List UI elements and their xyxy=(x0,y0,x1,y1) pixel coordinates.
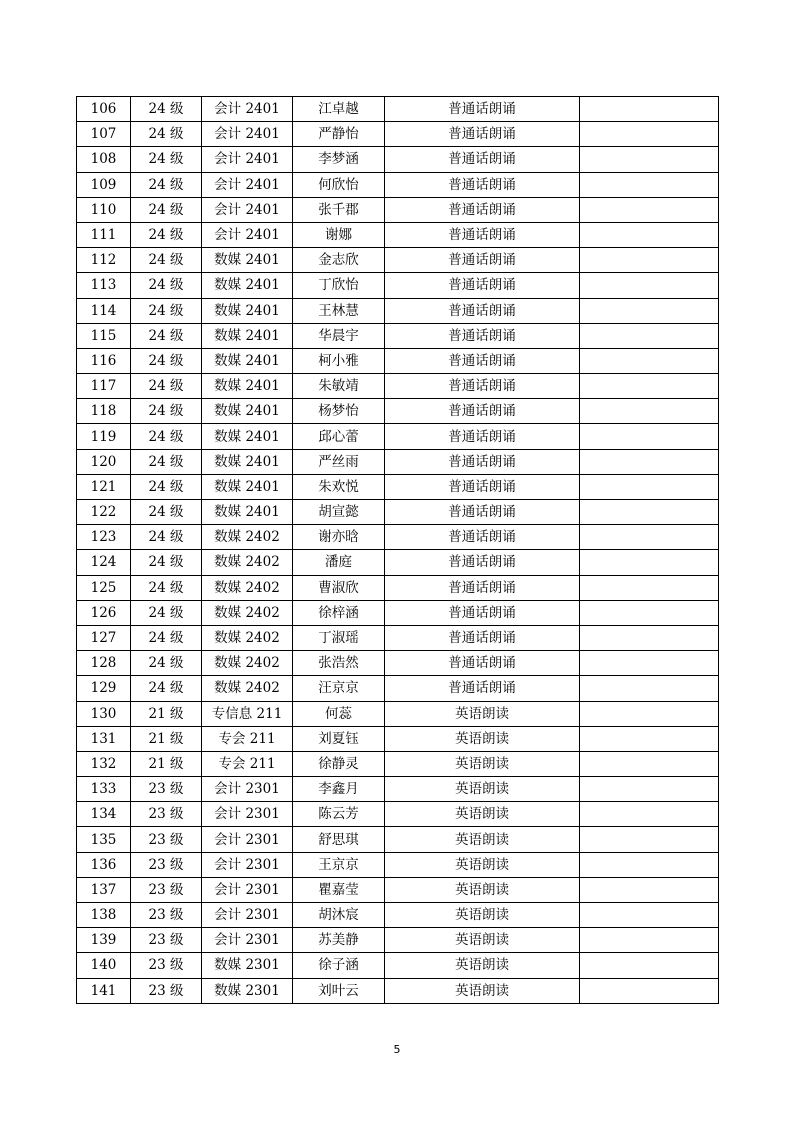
student-name-cell: 丁欣怡 xyxy=(293,273,385,298)
project-cell: 英语朗读 xyxy=(385,777,580,802)
table-row xyxy=(77,424,719,449)
table-row xyxy=(77,600,719,625)
class-cell: 数媒 2401 xyxy=(202,374,293,399)
project-cell: 普通话朗诵 xyxy=(385,122,580,147)
class-cell: 会计 2301 xyxy=(202,877,293,902)
project-cell: 英语朗读 xyxy=(385,701,580,726)
project-cell: 英语朗读 xyxy=(385,726,580,751)
project-cell: 普通话朗诵 xyxy=(385,147,580,172)
row-number-cell: 106 xyxy=(77,97,131,122)
table-row xyxy=(77,903,719,928)
project-cell: 普通话朗诵 xyxy=(385,575,580,600)
grade-cell: 21 级 xyxy=(131,751,202,776)
student-name-cell: 邱心蕾 xyxy=(293,424,385,449)
class-cell: 会计 2401 xyxy=(202,197,293,222)
class-cell: 数媒 2402 xyxy=(202,676,293,701)
remark-cell xyxy=(580,273,719,298)
project-cell: 普通话朗诵 xyxy=(385,348,580,373)
project-cell: 普通话朗诵 xyxy=(385,97,580,122)
row-number-cell: 128 xyxy=(77,651,131,676)
table-row xyxy=(77,827,719,852)
class-cell: 数媒 2401 xyxy=(202,348,293,373)
remark-cell xyxy=(580,399,719,424)
project-cell: 普通话朗诵 xyxy=(385,625,580,650)
row-number-cell: 115 xyxy=(77,323,131,348)
remark-cell xyxy=(580,802,719,827)
grade-cell: 23 级 xyxy=(131,777,202,802)
table-row xyxy=(77,273,719,298)
project-cell: 普通话朗诵 xyxy=(385,374,580,399)
table-row xyxy=(77,676,719,701)
remark-cell xyxy=(580,222,719,247)
student-name-cell: 柯小雅 xyxy=(293,348,385,373)
row-number-cell: 118 xyxy=(77,399,131,424)
remark-cell xyxy=(580,348,719,373)
row-number-cell: 110 xyxy=(77,197,131,222)
class-cell: 数媒 2401 xyxy=(202,399,293,424)
grade-cell: 24 级 xyxy=(131,374,202,399)
remark-cell xyxy=(580,625,719,650)
remark-cell xyxy=(580,726,719,751)
grade-cell: 24 级 xyxy=(131,525,202,550)
grade-cell: 23 级 xyxy=(131,978,202,1003)
grade-cell: 24 级 xyxy=(131,399,202,424)
remark-cell xyxy=(580,474,719,499)
row-number-cell: 125 xyxy=(77,575,131,600)
student-name-cell: 刘夏钰 xyxy=(293,726,385,751)
row-number-cell: 123 xyxy=(77,525,131,550)
project-cell: 普通话朗诵 xyxy=(385,525,580,550)
grade-cell: 23 级 xyxy=(131,877,202,902)
grade-cell: 24 级 xyxy=(131,600,202,625)
row-number-cell: 139 xyxy=(77,928,131,953)
remark-cell xyxy=(580,449,719,474)
remark-cell xyxy=(580,651,719,676)
row-number-cell: 138 xyxy=(77,903,131,928)
grade-cell: 24 级 xyxy=(131,273,202,298)
remark-cell xyxy=(580,298,719,323)
table-row xyxy=(77,978,719,1003)
class-cell: 数媒 2401 xyxy=(202,500,293,525)
remark-cell xyxy=(580,97,719,122)
class-cell: 会计 2401 xyxy=(202,147,293,172)
class-cell: 会计 2301 xyxy=(202,777,293,802)
remark-cell xyxy=(580,751,719,776)
row-number-cell: 107 xyxy=(77,122,131,147)
class-cell: 会计 2301 xyxy=(202,802,293,827)
remark-cell xyxy=(580,978,719,1003)
grade-cell: 24 级 xyxy=(131,323,202,348)
table-row xyxy=(77,802,719,827)
class-cell: 会计 2401 xyxy=(202,222,293,247)
row-number-cell: 122 xyxy=(77,500,131,525)
class-cell: 数媒 2401 xyxy=(202,273,293,298)
project-cell: 普通话朗诵 xyxy=(385,248,580,273)
table-row xyxy=(77,928,719,953)
row-number-cell: 112 xyxy=(77,248,131,273)
grade-cell: 24 级 xyxy=(131,222,202,247)
table-row xyxy=(77,248,719,273)
student-name-cell: 陈云芳 xyxy=(293,802,385,827)
student-name-cell: 徐子涵 xyxy=(293,953,385,978)
table-row xyxy=(77,323,719,348)
row-number-cell: 135 xyxy=(77,827,131,852)
student-name-cell: 瞿嘉莹 xyxy=(293,877,385,902)
project-cell: 普通话朗诵 xyxy=(385,449,580,474)
student-name-cell: 曹淑欣 xyxy=(293,575,385,600)
table-row xyxy=(77,877,719,902)
class-cell: 数媒 2401 xyxy=(202,323,293,348)
row-number-cell: 140 xyxy=(77,953,131,978)
row-number-cell: 113 xyxy=(77,273,131,298)
student-name-cell: 汪京京 xyxy=(293,676,385,701)
project-cell: 普通话朗诵 xyxy=(385,273,580,298)
table-row xyxy=(77,147,719,172)
project-cell: 英语朗读 xyxy=(385,953,580,978)
row-number-cell: 141 xyxy=(77,978,131,1003)
student-name-cell: 舒思琪 xyxy=(293,827,385,852)
row-number-cell: 108 xyxy=(77,147,131,172)
table-row xyxy=(77,726,719,751)
grade-cell: 23 级 xyxy=(131,903,202,928)
grade-cell: 24 级 xyxy=(131,550,202,575)
project-cell: 普通话朗诵 xyxy=(385,500,580,525)
project-cell: 英语朗读 xyxy=(385,852,580,877)
class-cell: 数媒 2401 xyxy=(202,449,293,474)
student-name-cell: 何蕊 xyxy=(293,701,385,726)
remark-cell xyxy=(580,676,719,701)
table-row xyxy=(77,122,719,147)
row-number-cell: 117 xyxy=(77,374,131,399)
student-name-cell: 潘庭 xyxy=(293,550,385,575)
participant-table-body xyxy=(77,97,719,1004)
student-name-cell: 严丝雨 xyxy=(293,449,385,474)
class-cell: 数媒 2402 xyxy=(202,625,293,650)
row-number-cell: 130 xyxy=(77,701,131,726)
remark-cell xyxy=(580,827,719,852)
row-number-cell: 126 xyxy=(77,600,131,625)
class-cell: 数媒 2402 xyxy=(202,525,293,550)
row-number-cell: 136 xyxy=(77,852,131,877)
grade-cell: 24 级 xyxy=(131,676,202,701)
remark-cell xyxy=(580,122,719,147)
table-row xyxy=(77,777,719,802)
class-cell: 数媒 2401 xyxy=(202,298,293,323)
project-cell: 英语朗读 xyxy=(385,751,580,776)
class-cell: 数媒 2301 xyxy=(202,953,293,978)
project-cell: 普通话朗诵 xyxy=(385,323,580,348)
project-cell: 英语朗读 xyxy=(385,903,580,928)
grade-cell: 24 级 xyxy=(131,625,202,650)
table-row xyxy=(77,701,719,726)
remark-cell xyxy=(580,903,719,928)
row-number-cell: 129 xyxy=(77,676,131,701)
table-row xyxy=(77,651,719,676)
grade-cell: 24 级 xyxy=(131,248,202,273)
grade-cell: 24 级 xyxy=(131,474,202,499)
grade-cell: 24 级 xyxy=(131,575,202,600)
student-name-cell: 金志欣 xyxy=(293,248,385,273)
student-name-cell: 徐静灵 xyxy=(293,751,385,776)
student-name-cell: 李鑫月 xyxy=(293,777,385,802)
row-number-cell: 109 xyxy=(77,172,131,197)
table-row xyxy=(77,197,719,222)
remark-cell xyxy=(580,575,719,600)
table-row xyxy=(77,953,719,978)
grade-cell: 24 级 xyxy=(131,424,202,449)
grade-cell: 23 级 xyxy=(131,852,202,877)
remark-cell xyxy=(580,500,719,525)
student-name-cell: 朱敏靖 xyxy=(293,374,385,399)
class-cell: 会计 2401 xyxy=(202,172,293,197)
row-number-cell: 137 xyxy=(77,877,131,902)
table-row xyxy=(77,625,719,650)
table-row xyxy=(77,399,719,424)
row-number-cell: 119 xyxy=(77,424,131,449)
class-cell: 数媒 2401 xyxy=(202,474,293,499)
grade-cell: 24 级 xyxy=(131,348,202,373)
remark-cell xyxy=(580,147,719,172)
project-cell: 普通话朗诵 xyxy=(385,676,580,701)
remark-cell xyxy=(580,374,719,399)
student-name-cell: 严静怡 xyxy=(293,122,385,147)
student-name-cell: 谢亦晗 xyxy=(293,525,385,550)
table-row xyxy=(77,751,719,776)
row-number-cell: 114 xyxy=(77,298,131,323)
student-name-cell: 刘叶云 xyxy=(293,978,385,1003)
project-cell: 普通话朗诵 xyxy=(385,222,580,247)
project-cell: 普通话朗诵 xyxy=(385,424,580,449)
grade-cell: 21 级 xyxy=(131,701,202,726)
remark-cell xyxy=(580,424,719,449)
participant-table xyxy=(76,96,719,1004)
student-name-cell: 江卓越 xyxy=(293,97,385,122)
table-row xyxy=(77,172,719,197)
remark-cell xyxy=(580,701,719,726)
grade-cell: 24 级 xyxy=(131,449,202,474)
project-cell: 普通话朗诵 xyxy=(385,172,580,197)
class-cell: 会计 2301 xyxy=(202,827,293,852)
remark-cell xyxy=(580,852,719,877)
project-cell: 英语朗读 xyxy=(385,928,580,953)
remark-cell xyxy=(580,777,719,802)
row-number-cell: 124 xyxy=(77,550,131,575)
grade-cell: 24 级 xyxy=(131,197,202,222)
student-name-cell: 张千郡 xyxy=(293,197,385,222)
student-name-cell: 谢娜 xyxy=(293,222,385,247)
class-cell: 会计 2301 xyxy=(202,903,293,928)
project-cell: 英语朗读 xyxy=(385,802,580,827)
student-name-cell: 杨梦怡 xyxy=(293,399,385,424)
table-row xyxy=(77,222,719,247)
class-cell: 数媒 2402 xyxy=(202,600,293,625)
grade-cell: 21 级 xyxy=(131,726,202,751)
table-row xyxy=(77,852,719,877)
grade-cell: 23 级 xyxy=(131,928,202,953)
project-cell: 普通话朗诵 xyxy=(385,474,580,499)
student-name-cell: 华晨宇 xyxy=(293,323,385,348)
grade-cell: 24 级 xyxy=(131,122,202,147)
grade-cell: 24 级 xyxy=(131,97,202,122)
student-name-cell: 何欣怡 xyxy=(293,172,385,197)
class-cell: 数媒 2301 xyxy=(202,978,293,1003)
remark-cell xyxy=(580,928,719,953)
row-number-cell: 133 xyxy=(77,777,131,802)
grade-cell: 24 级 xyxy=(131,651,202,676)
table-row xyxy=(77,97,719,122)
remark-cell xyxy=(580,248,719,273)
table-row xyxy=(77,550,719,575)
student-name-cell: 王京京 xyxy=(293,852,385,877)
table-row xyxy=(77,474,719,499)
grade-cell: 24 级 xyxy=(131,298,202,323)
remark-cell xyxy=(580,197,719,222)
student-name-cell: 王林慧 xyxy=(293,298,385,323)
row-number-cell: 134 xyxy=(77,802,131,827)
class-cell: 会计 2401 xyxy=(202,97,293,122)
project-cell: 普通话朗诵 xyxy=(385,399,580,424)
grade-cell: 23 级 xyxy=(131,953,202,978)
grade-cell: 24 级 xyxy=(131,500,202,525)
remark-cell xyxy=(580,323,719,348)
table-row xyxy=(77,374,719,399)
page-number: 5 xyxy=(393,1043,401,1056)
row-number-cell: 127 xyxy=(77,625,131,650)
student-name-cell: 徐梓涵 xyxy=(293,600,385,625)
grade-cell: 23 级 xyxy=(131,802,202,827)
row-number-cell: 121 xyxy=(77,474,131,499)
class-cell: 会计 2301 xyxy=(202,928,293,953)
class-cell: 会计 2301 xyxy=(202,852,293,877)
grade-cell: 23 级 xyxy=(131,827,202,852)
student-name-cell: 丁淑瑶 xyxy=(293,625,385,650)
table-row xyxy=(77,500,719,525)
student-name-cell: 胡沐宸 xyxy=(293,903,385,928)
project-cell: 英语朗读 xyxy=(385,978,580,1003)
row-number-cell: 120 xyxy=(77,449,131,474)
project-cell: 英语朗读 xyxy=(385,877,580,902)
class-cell: 数媒 2402 xyxy=(202,575,293,600)
remark-cell xyxy=(580,525,719,550)
remark-cell xyxy=(580,550,719,575)
project-cell: 普通话朗诵 xyxy=(385,600,580,625)
class-cell: 数媒 2402 xyxy=(202,651,293,676)
project-cell: 普通话朗诵 xyxy=(385,550,580,575)
row-number-cell: 131 xyxy=(77,726,131,751)
class-cell: 数媒 2401 xyxy=(202,424,293,449)
grade-cell: 24 级 xyxy=(131,172,202,197)
remark-cell xyxy=(580,172,719,197)
project-cell: 普通话朗诵 xyxy=(385,197,580,222)
project-cell: 普通话朗诵 xyxy=(385,651,580,676)
student-name-cell: 朱欢悦 xyxy=(293,474,385,499)
class-cell: 会计 2401 xyxy=(202,122,293,147)
table-row xyxy=(77,348,719,373)
table-row xyxy=(77,575,719,600)
student-name-cell: 李梦涵 xyxy=(293,147,385,172)
student-name-cell: 胡宣懿 xyxy=(293,500,385,525)
class-cell: 专会 211 xyxy=(202,751,293,776)
table-row xyxy=(77,449,719,474)
class-cell: 专信息 211 xyxy=(202,701,293,726)
remark-cell xyxy=(580,600,719,625)
grade-cell: 24 级 xyxy=(131,147,202,172)
table-row xyxy=(77,525,719,550)
row-number-cell: 111 xyxy=(77,222,131,247)
remark-cell xyxy=(580,953,719,978)
project-cell: 普通话朗诵 xyxy=(385,298,580,323)
student-name-cell: 张浩然 xyxy=(293,651,385,676)
class-cell: 数媒 2401 xyxy=(202,248,293,273)
row-number-cell: 116 xyxy=(77,348,131,373)
table-row xyxy=(77,298,719,323)
row-number-cell: 132 xyxy=(77,751,131,776)
project-cell: 英语朗读 xyxy=(385,827,580,852)
class-cell: 数媒 2402 xyxy=(202,550,293,575)
remark-cell xyxy=(580,877,719,902)
class-cell: 专会 211 xyxy=(202,726,293,751)
student-name-cell: 苏美静 xyxy=(293,928,385,953)
